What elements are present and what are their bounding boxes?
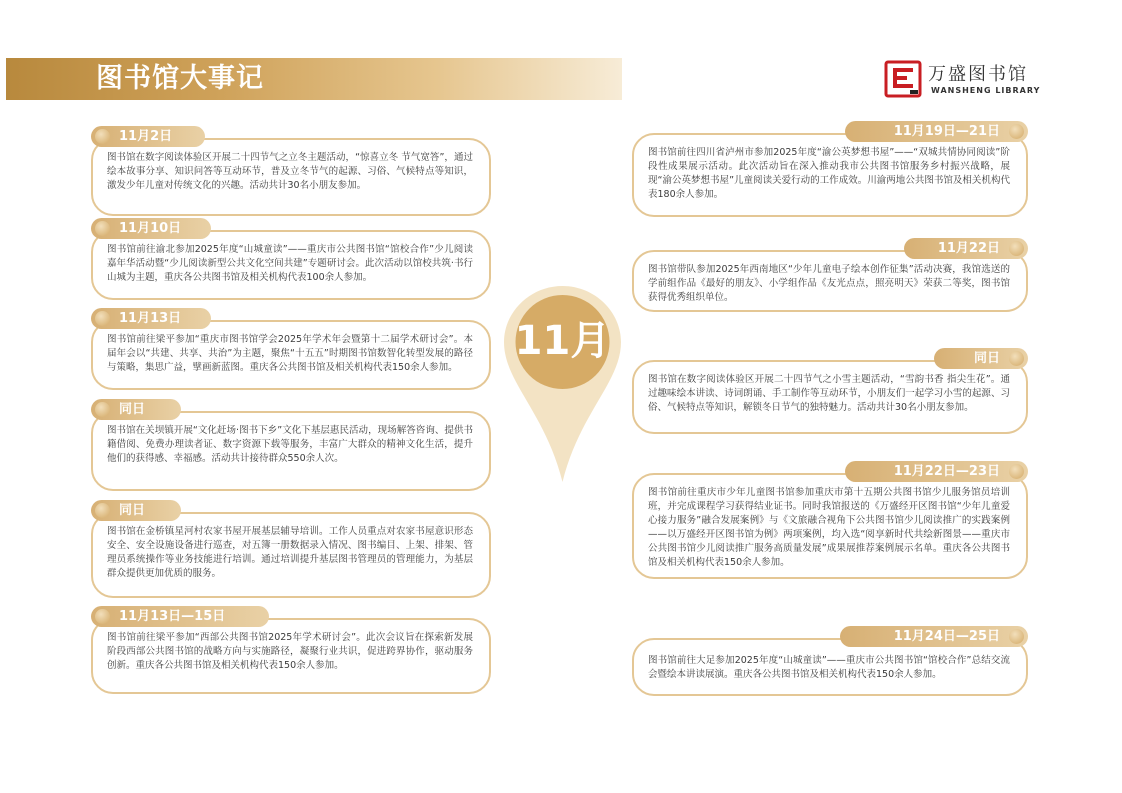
timeline-event	[91, 500, 491, 598]
event-text: 图书馆前往梁平参加“西部公共图书馆2025年学术研讨会”。此次会议旨在探索新发展阶段西部公共图书馆的战略方向与实施路径，凝聚行业共识，促进跨界协作，驱动服务创新。重庆各公共图书馆及相关机构代表150余人参加。	[107, 632, 473, 671]
event-date: 11月22日	[937, 241, 1000, 256]
event-date: 11月19日—21日	[893, 124, 1000, 139]
event-text: 图书馆前往大足参加2025年度“山城童读”——重庆市公共图书馆“馆校合作”总结交流会暨绘本讲读展演。重庆各公共图书馆及相关机构代表150余人参加。	[648, 655, 1010, 680]
event-text: 图书馆前往重庆市少年儿童图书馆参加重庆市第十五期公共图书馆少儿服务馆员培训班，并完成课程学习获得结业证书。同时我馆报送的《万盛经开区图书馆“少年儿童爱心接力服务”融合发展案例》与《文旅融合视角下公共图书馆少儿阅读推广的实践案例——以万盛经开区图书馆为例》两项案例，均入选“阅享新时代共绘新图景——重庆市公共图书馆少儿阅读推广服务高质量发展”成果展推荐案例展示名单。重庆各公共图书馆及相关机构代表150余人参加。	[648, 487, 1010, 568]
event-card	[91, 512, 491, 598]
bullet-dot-icon	[95, 311, 110, 326]
event-date: 11月22日—23日	[893, 464, 1000, 479]
timeline-event	[91, 606, 491, 694]
bullet-dot-icon	[95, 129, 110, 144]
event-date-tab	[91, 606, 269, 627]
timeline-event	[91, 218, 491, 300]
event-text: 图书馆前往渝北参加2025年度“山城童读”——重庆市公共图书馆“馆校合作”少儿阅读嘉年华活动暨“少儿阅读新型公共文化空间共建”专题研讨会。此次活动以馆校共筑·书行山城为主题，重庆各公共图书馆及相关机构代表100余人参加。	[107, 244, 473, 283]
bullet-dot-icon	[95, 609, 110, 624]
event-date: 11月13日—15日	[119, 609, 226, 624]
event-date: 同日	[119, 503, 146, 518]
timeline-event	[632, 626, 1028, 696]
library-logo	[884, 60, 1041, 102]
bullet-dot-icon	[1009, 464, 1024, 479]
event-card	[91, 320, 491, 390]
event-card	[91, 138, 491, 216]
event-date: 11月2日	[119, 129, 173, 144]
event-card	[91, 411, 491, 491]
event-date-tab	[845, 121, 1028, 142]
event-text: 图书馆在金桥镇星河村农家书屋开展基层辅导培训。工作人员重点对农家书屋意识形态安全、安全设施设备进行巡查，对五簿一册数据录入情况、图书编目、上架、排架、管理员系统操作等业务技能进行培训。通过培训提升基层图书管理员的管理能力，为基层群众提供更加优质的服务。	[107, 526, 473, 579]
logo-english-name: WANSHENG LIBRARY	[931, 86, 1041, 95]
event-text: 图书馆在关坝镇开展“文化赶场·图书下乡”文化下基层惠民活动，现场解答咨询、提供书籍借阅、免费办理读者证、数字资源下载等服务，丰富广大群众的精神文化生活，提升他们的获得感、幸福感。活动共计接待群众550余人次。	[107, 425, 473, 464]
event-date: 同日	[973, 351, 1000, 366]
event-date-tab	[840, 626, 1028, 647]
bullet-dot-icon	[95, 221, 110, 236]
bullet-dot-icon	[1009, 351, 1024, 366]
bullet-dot-icon	[1009, 629, 1024, 644]
event-date: 11月10日	[119, 221, 182, 236]
bullet-dot-icon	[95, 503, 110, 518]
timeline-event	[632, 461, 1028, 579]
timeline-event	[632, 121, 1028, 217]
event-text: 图书馆前往梁平参加“重庆市图书馆学会2025年学术年会暨第十二届学术研讨会”。本届年会以“共建、共享、共治”为主题，聚焦“十五五”时期图书馆数智化转型发展的路径与策略，集思广益，擘画新蓝图。重庆各公共图书馆及相关机构代表150余人参加。	[107, 334, 473, 373]
timeline-event	[632, 238, 1028, 312]
timeline-event	[91, 126, 491, 216]
event-text: 图书馆带队参加2025年西南地区“少年儿童电子绘本创作征集”活动决赛，我馆选送的学前组作品《最好的朋友》、小学组作品《友光点点，照亮明天》荣获二等奖，图书馆获得优秀组织单位。	[648, 264, 1010, 303]
bullet-dot-icon	[1009, 241, 1024, 256]
event-text: 图书馆前往四川省泸州市参加2025年度“渝公英梦想书屋”——“双城共情协同阅读”阶段性成果展示活动。此次活动旨在深入推动我市公共图书馆服务乡村振兴战略，展现“渝公英梦想书屋”儿童阅读关爱行动的工作成效。川渝两地公共图书馆及相关机构代表180余人参加。	[648, 147, 1010, 200]
logo-chinese-name: 万盛图书馆	[928, 64, 1028, 85]
event-card	[632, 360, 1028, 434]
event-card	[632, 133, 1028, 217]
bullet-dot-icon	[1009, 124, 1024, 139]
event-card	[91, 230, 491, 300]
event-card	[91, 618, 491, 694]
event-text: 图书馆在数字阅读体验区开展二十四节气之立冬主题活动，“惊喜立冬 节气宽答”，通过绘本故事分享、知识问答等互动环节，普及立冬节气的起源、习俗、气候特点等知识，激发少年儿童对传统文化的兴趣。活动共计30名小朋友参加。	[107, 152, 473, 191]
event-date: 11月13日	[119, 311, 182, 326]
library-seal-icon	[884, 60, 922, 98]
page-title: 图书馆大事记	[96, 63, 264, 94]
bullet-dot-icon	[95, 402, 110, 417]
event-date: 11月24日—25日	[893, 629, 1000, 644]
event-text: 图书馆在数字阅读体验区开展二十四节气之小雪主题活动，“雪韵书香 指尖生花”。通过趣味绘本讲读、诗词朗诵、手工制作等互动环节，小朋友们一起学习小雪的起源、习俗、气候特点等知识，解锁冬日节气的独特魅力。活动共计30名小朋友参加。	[648, 374, 1010, 413]
timeline-event	[632, 348, 1028, 434]
event-date-tab	[845, 461, 1028, 482]
event-date: 同日	[119, 402, 146, 417]
timeline-event	[91, 399, 491, 491]
event-card	[632, 473, 1028, 579]
month-label: 11月	[514, 318, 611, 364]
timeline-event	[91, 308, 491, 390]
event-card	[632, 250, 1028, 312]
